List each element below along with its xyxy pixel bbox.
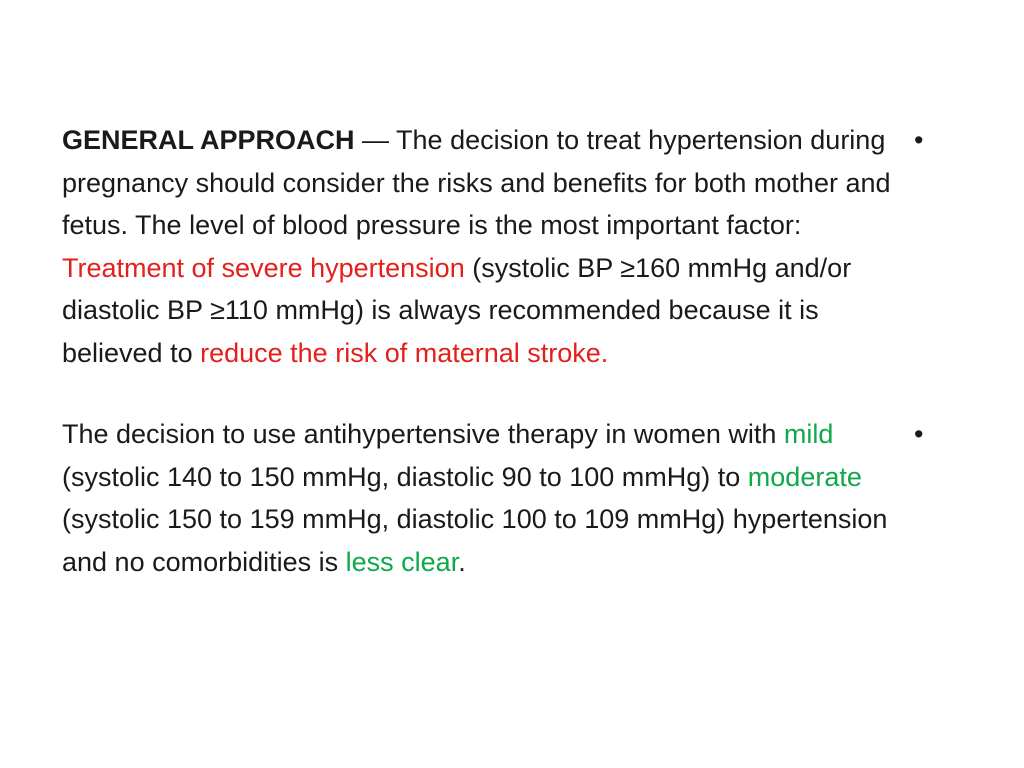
text-segment: (systolic 150 to 159 mmHg, diastolic 100 to 109 mmHg) hypertension and no comorbidities is: [62, 504, 888, 577]
bullet-marker: •: [914, 125, 924, 155]
heading-general-approach: GENERAL APPROACH: [62, 125, 355, 155]
bullet-text: [62, 413, 920, 583]
bullet-item-antihypertensive-decision: [62, 413, 922, 583]
text-segment: (systolic BP ≥160 mmHg and/or diastolic BP ≥110 mmHg) is always recommended because it is believed to: [62, 252, 852, 368]
bullet-item-general-approach: [62, 119, 922, 374]
text-segment: .: [458, 546, 466, 577]
bullet-marker: •: [914, 419, 924, 449]
emphasis-mild: mild: [783, 419, 834, 449]
bullet-text: [62, 119, 920, 374]
emphasis-less-clear: less clear: [345, 546, 459, 577]
emphasis-moderate: moderate: [747, 461, 862, 492]
emphasis-severe-treatment: Treatment of severe hypertension: [62, 252, 465, 283]
text-segment: — The decision to treat hypertension during pregnancy should consider the risks and benefits for both mother and fetus. The level of blood pressure is the most important factor:: [62, 125, 891, 240]
text-segment: (systolic 140 to 150 mmHg, diastolic 90 to 100 mmHg) to: [62, 461, 748, 492]
text-segment: The decision to use antihypertensive therapy in women with: [62, 419, 784, 449]
emphasis-stroke-risk: reduce the risk of maternal stroke.: [200, 337, 609, 368]
